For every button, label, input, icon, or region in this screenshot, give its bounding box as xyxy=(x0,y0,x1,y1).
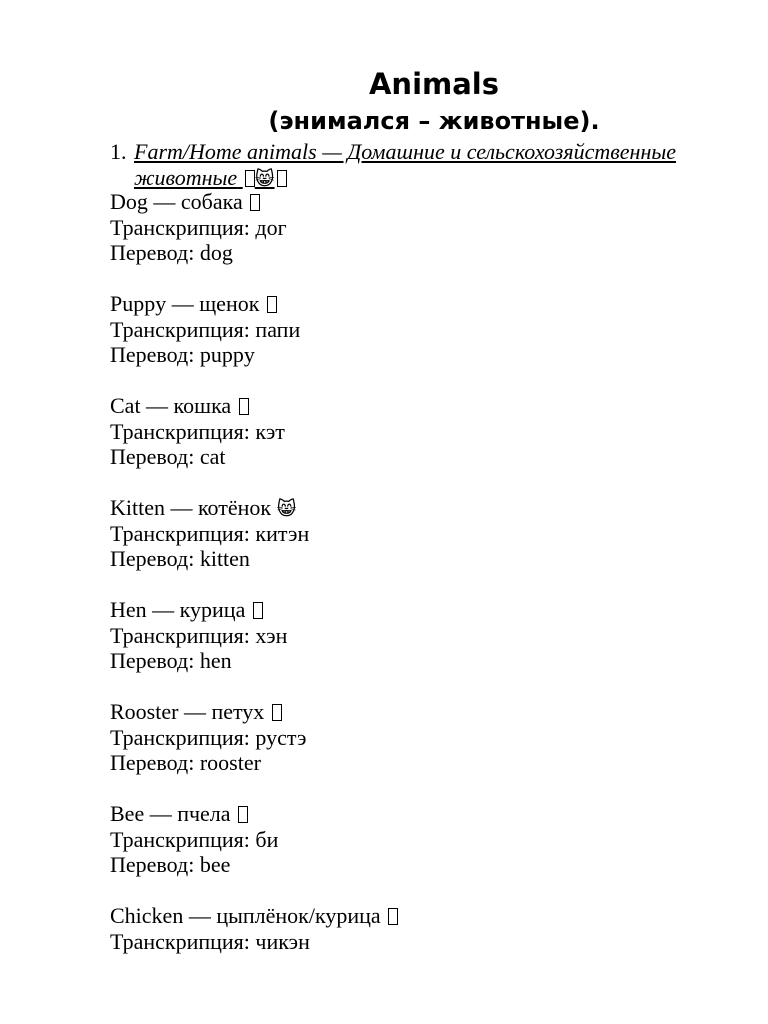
entry-word-line xyxy=(110,291,730,317)
entry-transcription: Транскрипция: чикэн xyxy=(110,928,310,954)
entry-translation: Перевод: bee xyxy=(110,852,231,877)
cat-face-icon: 😸 xyxy=(276,498,297,520)
missing-glyph-icon xyxy=(239,398,249,415)
section-heading-label: Farm/Home animals — Домашние и сельскохозяйственные животные xyxy=(134,139,677,190)
entry-word: Puppy — щенок xyxy=(110,291,260,316)
entry-translation: Перевод: rooster xyxy=(110,750,261,775)
missing-glyph-icon xyxy=(250,194,260,211)
section-number: 1. xyxy=(110,139,127,164)
entry-word: Kitten — котёнок xyxy=(110,495,272,520)
entry-transcription: Транскрипция: китэн xyxy=(110,520,310,546)
list-item xyxy=(110,699,730,776)
missing-glyph-icon xyxy=(267,296,277,313)
entry-translation: Перевод: puppy xyxy=(110,342,255,367)
section-heading-text xyxy=(134,139,720,192)
missing-glyph-icon xyxy=(277,170,287,187)
entry-word: Chicken — цыплёнок/курица xyxy=(110,903,381,928)
entry-word-line xyxy=(110,801,730,827)
list-item xyxy=(110,801,730,878)
list-item xyxy=(110,597,730,674)
entry-word: Cat — кошка xyxy=(110,393,232,418)
missing-glyph-icon xyxy=(253,602,263,619)
entry-translation: Перевод: hen xyxy=(110,648,232,673)
page-title: Animals xyxy=(368,67,500,101)
entry-transcription: Транскрипция: дог xyxy=(110,214,287,240)
entry-translation: Перевод: dog xyxy=(110,240,233,265)
page-subtitle: (энимался – животные). xyxy=(268,107,600,135)
entry-word-line xyxy=(110,189,730,215)
list-item xyxy=(110,903,730,954)
missing-glyph-icon xyxy=(388,908,398,925)
entry-word-line xyxy=(110,699,730,725)
entry-word: Rooster — петух xyxy=(110,699,265,724)
missing-glyph-icon xyxy=(272,704,282,721)
missing-glyph-icon xyxy=(238,806,248,823)
list-item xyxy=(110,393,730,470)
entry-translation: Перевод: cat xyxy=(110,444,226,469)
list-item xyxy=(110,291,730,368)
entry-list xyxy=(110,189,730,980)
list-item xyxy=(110,189,730,266)
entry-translation: Перевод: kitten xyxy=(110,546,250,571)
cat-face-icon: 😸 xyxy=(254,167,275,190)
entry-word-line xyxy=(110,597,730,623)
entry-transcription: Транскрипция: кэт xyxy=(110,418,285,444)
entry-transcription: Транскрипция: папи xyxy=(110,316,301,342)
missing-glyph-icon xyxy=(245,170,255,187)
entry-word-line xyxy=(110,393,730,419)
entry-transcription: Транскрипция: рустэ xyxy=(110,724,307,750)
entry-word: Dog — собака xyxy=(110,189,243,214)
entry-word: Bee — пчела xyxy=(110,801,231,826)
entry-transcription: Транскрипция: би xyxy=(110,826,279,852)
section-heading xyxy=(110,139,720,192)
list-item xyxy=(110,495,730,572)
entry-word-line xyxy=(110,495,730,521)
entry-word-line xyxy=(110,903,730,929)
entry-word: Hen — курица xyxy=(110,597,246,622)
entry-transcription: Транскрипция: хэн xyxy=(110,622,288,648)
